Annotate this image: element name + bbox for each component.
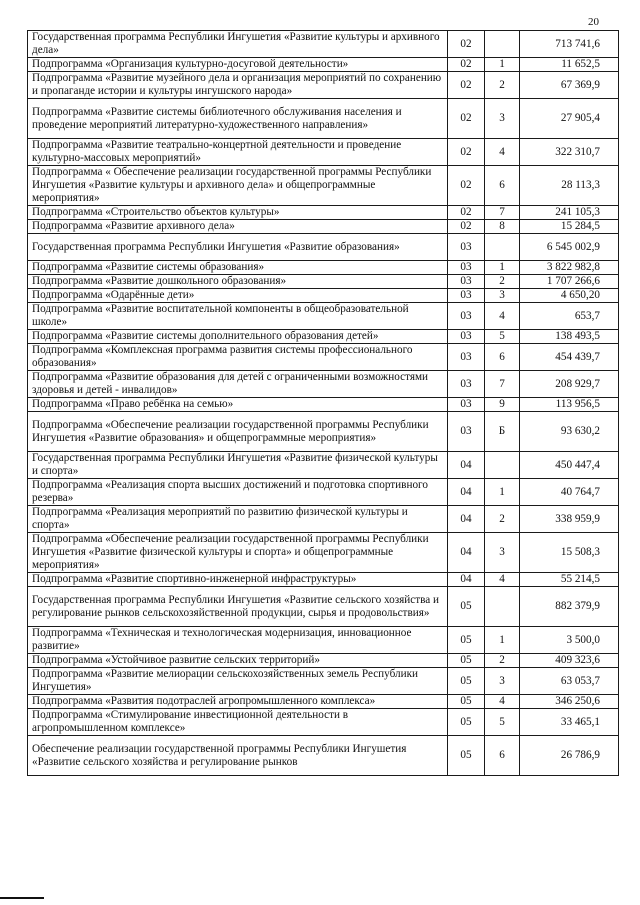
table-row — [28, 275, 619, 289]
row-program-code-cell: 03 — [448, 398, 485, 412]
table-row — [28, 261, 619, 275]
table-row — [28, 533, 619, 573]
table-row — [28, 654, 619, 668]
row-amount-cell: 3 822 982,8 — [520, 261, 619, 275]
row-subprogram-code-cell: 2 — [485, 72, 520, 99]
row-amount-cell: 63 053,7 — [520, 668, 619, 695]
table-row — [28, 58, 619, 72]
row-amount-cell: 27 905,4 — [520, 99, 619, 139]
row-amount-cell: 40 764,7 — [520, 479, 619, 506]
row-program-code-cell: 04 — [448, 573, 485, 587]
row-name-cell: Обеспечение реализации государственной программы Республики Ингушетия «Развитие сельского хозяйства и регулирование рынков — [28, 736, 448, 776]
row-name-cell: Подпрограмма «Развитие мелиорации сельскохозяйственных земель Республики Ингушетия» — [28, 668, 448, 695]
row-program-code-cell: 05 — [448, 627, 485, 654]
table-body — [28, 31, 619, 776]
row-name-cell: Подпрограмма «Одарённые дети» — [28, 289, 448, 303]
row-name-cell: Подпрограмма «Организация культурно-досуговой деятельности» — [28, 58, 448, 72]
row-amount-cell: 346 250,6 — [520, 695, 619, 709]
row-name-cell: Подпрограмма «Развитие системы дополнительного образования детей» — [28, 330, 448, 344]
table-row — [28, 506, 619, 533]
table-row — [28, 695, 619, 709]
row-name-cell: Подпрограмма «Развития подотраслей агропромышленного комплекса» — [28, 695, 448, 709]
row-program-code-cell: 04 — [448, 479, 485, 506]
row-program-code-cell: 02 — [448, 31, 485, 58]
row-subprogram-code-cell: 9 — [485, 398, 520, 412]
row-amount-cell: 3 500,0 — [520, 627, 619, 654]
row-subprogram-code-cell: 2 — [485, 275, 520, 289]
table-row — [28, 371, 619, 398]
row-amount-cell: 4 650,20 — [520, 289, 619, 303]
row-amount-cell: 55 214,5 — [520, 573, 619, 587]
row-program-code-cell: 03 — [448, 412, 485, 452]
row-program-code-cell: 04 — [448, 452, 485, 479]
row-name-cell: Подпрограмма «Строительство объектов культуры» — [28, 206, 448, 220]
table-row — [28, 99, 619, 139]
row-program-code-cell: 02 — [448, 139, 485, 166]
row-amount-cell: 67 369,9 — [520, 72, 619, 99]
row-name-cell: Подпрограмма «Право ребёнка на семью» — [28, 398, 448, 412]
table-row — [28, 709, 619, 736]
page-number: 20 — [588, 16, 599, 28]
row-name-cell: Подпрограмма «Обеспечение реализации государственной программы Республики Ингушетия «Развитие образования» и общепрограммные мероприятия» — [28, 412, 448, 452]
row-amount-cell: 28 113,3 — [520, 166, 619, 206]
row-subprogram-code-cell: 6 — [485, 166, 520, 206]
row-amount-cell: 138 493,5 — [520, 330, 619, 344]
row-name-cell: Подпрограмма «Стимулирование инвестиционной деятельности в агропромышленном комплексе» — [28, 709, 448, 736]
row-name-cell: Подпрограмма «Развитие воспитательной компоненты в общеобразовательной школе» — [28, 303, 448, 330]
row-name-cell: Государственная программа Республики Ингушетия «Развитие физической культуры и спорта» — [28, 452, 448, 479]
table-row — [28, 289, 619, 303]
row-name-cell: Подпрограмма «Обеспечение реализации государственной программы Республики Ингушетия «Развитие физической культуры и спорта» и общепрограммные мероприятия» — [28, 533, 448, 573]
row-program-code-cell: 02 — [448, 166, 485, 206]
table-row — [28, 206, 619, 220]
row-name-cell: Подпрограмма «Развитие спортивно-инженерной инфраструктуры» — [28, 573, 448, 587]
row-amount-cell: 882 379,9 — [520, 587, 619, 627]
row-amount-cell: 454 439,7 — [520, 344, 619, 371]
row-subprogram-code-cell: 3 — [485, 99, 520, 139]
table-row — [28, 344, 619, 371]
row-name-cell: Государственная программа Республики Ингушетия «Развитие образования» — [28, 234, 448, 261]
row-amount-cell: 6 545 002,9 — [520, 234, 619, 261]
row-name-cell: Подпрограмма «Техническая и технологическая модернизация, инновационное развитие» — [28, 627, 448, 654]
row-name-cell: Подпрограмма «Развитие системы библиотечного обслуживания населения и проведение мероприятий литературно-художественного направления» — [28, 99, 448, 139]
row-amount-cell: 26 786,9 — [520, 736, 619, 776]
row-name-cell: Государственная программа Республики Ингушетия «Развитие культуры и архивного дела» — [28, 31, 448, 58]
row-program-code-cell: 05 — [448, 654, 485, 668]
row-program-code-cell: 03 — [448, 261, 485, 275]
row-name-cell: Подпрограмма «Устойчивое развитие сельских территорий» — [28, 654, 448, 668]
row-program-code-cell: 05 — [448, 587, 485, 627]
table-row — [28, 398, 619, 412]
row-program-code-cell: 02 — [448, 58, 485, 72]
row-program-code-cell: 03 — [448, 289, 485, 303]
row-name-cell: Государственная программа Республики Ингушетия «Развитие сельского хозяйства и регулирование рынков сельскохозяйственной продукции, сырья и продовольствия» — [28, 587, 448, 627]
row-amount-cell: 93 630,2 — [520, 412, 619, 452]
row-amount-cell: 33 465,1 — [520, 709, 619, 736]
table-row — [28, 627, 619, 654]
table-row — [28, 166, 619, 206]
row-name-cell: Подпрограмма «Развитие театрально-концертной деятельности и проведение культурно-массовых мероприятий» — [28, 139, 448, 166]
row-amount-cell: 653,7 — [520, 303, 619, 330]
row-subprogram-code-cell: 4 — [485, 139, 520, 166]
row-amount-cell: 15 284,5 — [520, 220, 619, 234]
budget-table — [27, 30, 619, 776]
row-subprogram-code-cell: 1 — [485, 479, 520, 506]
row-name-cell: Подпрограмма «Реализация спорта высших достижений и подготовка спортивного резерва» — [28, 479, 448, 506]
row-subprogram-code-cell: 1 — [485, 58, 520, 72]
row-subprogram-code-cell: 4 — [485, 695, 520, 709]
row-program-code-cell: 05 — [448, 668, 485, 695]
row-subprogram-code-cell — [485, 452, 520, 479]
table-row — [28, 220, 619, 234]
row-amount-cell: 113 956,5 — [520, 398, 619, 412]
row-subprogram-code-cell: 2 — [485, 506, 520, 533]
row-subprogram-code-cell: 3 — [485, 668, 520, 695]
row-amount-cell: 338 959,9 — [520, 506, 619, 533]
row-name-cell: Подпрограмма «Развитие системы образования» — [28, 261, 448, 275]
row-subprogram-code-cell: 3 — [485, 533, 520, 573]
footer-rule — [0, 897, 44, 899]
row-subprogram-code-cell: 1 — [485, 261, 520, 275]
row-amount-cell: 15 508,3 — [520, 533, 619, 573]
row-amount-cell: 208 929,7 — [520, 371, 619, 398]
row-subprogram-code-cell: 1 — [485, 627, 520, 654]
row-subprogram-code-cell: Б — [485, 412, 520, 452]
row-program-code-cell: 05 — [448, 695, 485, 709]
row-subprogram-code-cell: 7 — [485, 371, 520, 398]
row-amount-cell: 409 323,6 — [520, 654, 619, 668]
row-amount-cell: 450 447,4 — [520, 452, 619, 479]
row-amount-cell: 322 310,7 — [520, 139, 619, 166]
row-subprogram-code-cell: 7 — [485, 206, 520, 220]
row-subprogram-code-cell: 5 — [485, 709, 520, 736]
table-row — [28, 330, 619, 344]
row-program-code-cell: 04 — [448, 533, 485, 573]
row-program-code-cell: 03 — [448, 275, 485, 289]
row-program-code-cell: 03 — [448, 234, 485, 261]
row-program-code-cell: 03 — [448, 303, 485, 330]
row-subprogram-code-cell: 6 — [485, 344, 520, 371]
row-subprogram-code-cell — [485, 234, 520, 261]
row-subprogram-code-cell: 4 — [485, 303, 520, 330]
row-program-code-cell: 02 — [448, 206, 485, 220]
row-subprogram-code-cell — [485, 31, 520, 58]
row-amount-cell: 713 741,6 — [520, 31, 619, 58]
table-row — [28, 303, 619, 330]
table-row — [28, 139, 619, 166]
row-program-code-cell: 03 — [448, 330, 485, 344]
row-name-cell: Подпрограмма «Развитие музейного дела и организация мероприятий по сохранению и пропаганде истории и культуры ингушского народа» — [28, 72, 448, 99]
row-program-code-cell: 02 — [448, 72, 485, 99]
row-name-cell: Подпрограмма «Комплексная программа развития системы профессионального образования» — [28, 344, 448, 371]
table-row — [28, 587, 619, 627]
row-name-cell: Подпрограмма «Развитие архивного дела» — [28, 220, 448, 234]
row-subprogram-code-cell: 5 — [485, 330, 520, 344]
table-row — [28, 234, 619, 261]
row-name-cell: Подпрограмма «Реализация мероприятий по развитию физической культуры и спорта» — [28, 506, 448, 533]
table-row — [28, 668, 619, 695]
table-row — [28, 573, 619, 587]
row-subprogram-code-cell — [485, 587, 520, 627]
row-subprogram-code-cell: 4 — [485, 573, 520, 587]
row-amount-cell: 1 707 266,6 — [520, 275, 619, 289]
row-program-code-cell: 05 — [448, 736, 485, 776]
row-program-code-cell: 05 — [448, 709, 485, 736]
row-amount-cell: 11 652,5 — [520, 58, 619, 72]
row-subprogram-code-cell: 8 — [485, 220, 520, 234]
row-name-cell: Подпрограмма «Развитие дошкольного образования» — [28, 275, 448, 289]
row-program-code-cell: 03 — [448, 371, 485, 398]
table-row — [28, 452, 619, 479]
table-row — [28, 412, 619, 452]
table-row — [28, 72, 619, 99]
row-subprogram-code-cell: 2 — [485, 654, 520, 668]
row-program-code-cell: 03 — [448, 344, 485, 371]
table-row — [28, 736, 619, 776]
row-subprogram-code-cell: 3 — [485, 289, 520, 303]
row-amount-cell: 241 105,3 — [520, 206, 619, 220]
row-program-code-cell: 02 — [448, 99, 485, 139]
table-row — [28, 479, 619, 506]
row-subprogram-code-cell: 6 — [485, 736, 520, 776]
table-row — [28, 31, 619, 58]
row-program-code-cell: 02 — [448, 220, 485, 234]
row-name-cell: Подпрограмма «Развитие образования для детей с ограниченными возможностями здоровья и детей - инвалидов» — [28, 371, 448, 398]
row-program-code-cell: 04 — [448, 506, 485, 533]
row-name-cell: Подпрограмма « Обеспечение реализации государственной программы Республики Ингушетия «Развитие культуры и архивного дела» и общепрограммные мероприятия» — [28, 166, 448, 206]
